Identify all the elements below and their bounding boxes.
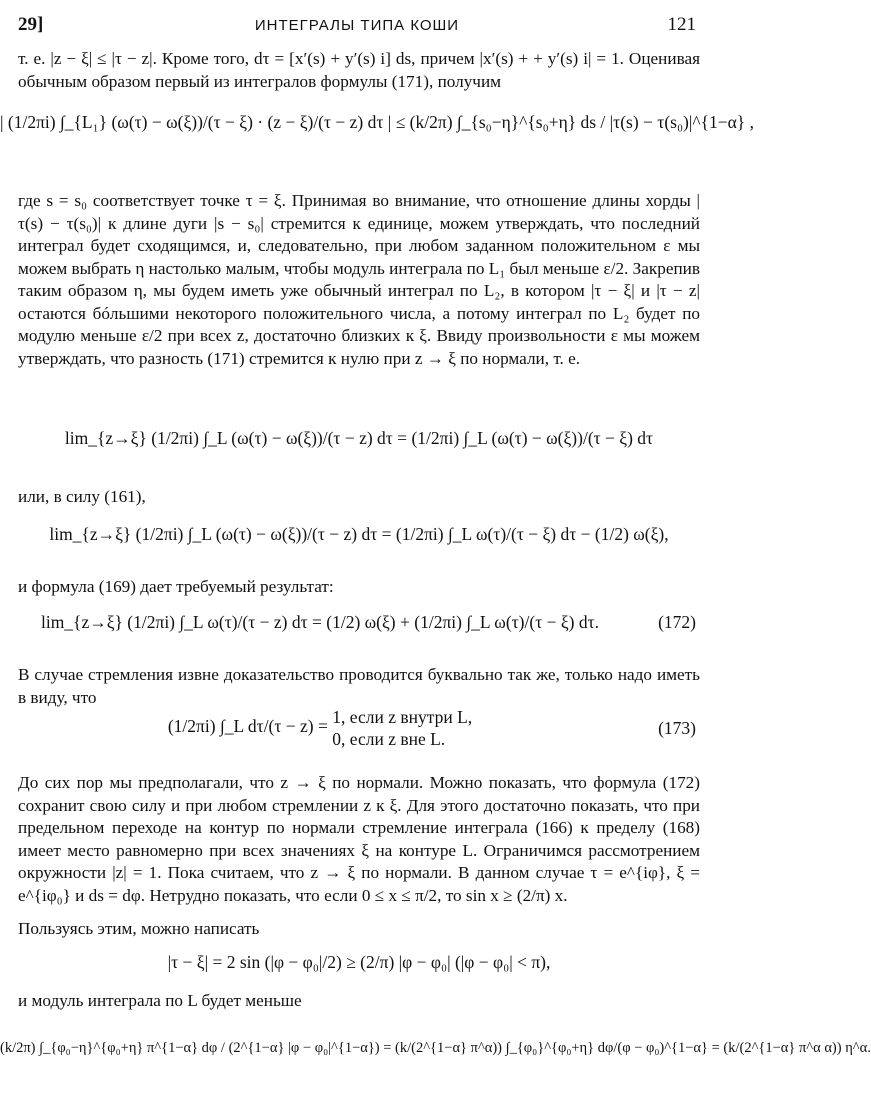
section-number: 29] xyxy=(18,14,44,35)
equation-number-173: (173) xyxy=(658,718,696,738)
paragraph-7: Пользуясь этим, можно написать xyxy=(18,919,260,938)
running-title: ИНТЕГРАЛЫ ТИПА КОШИ xyxy=(254,17,460,34)
equation-number-172: (172) xyxy=(658,612,696,632)
running-header xyxy=(18,14,696,40)
formula-173: (1/2πi) ∫_L dτ/(τ − z) = 1, если z внутри L, 0, если z вне L. xyxy=(167,707,473,749)
formula-6: |τ − ξ| = 2 sin (|φ − φ₀|/2) ≥ (2/π) |φ − φ₀| (|φ − φ₀| < π), xyxy=(167,952,551,972)
formula-7: (k/2π) ∫_{φ₀−η}^{φ₀+η} π^{1−α} dφ / (2^{1−α} |φ − φ₀|^{1−α}) = (k/(2^{1−α} π^α)) ∫_{φ₀}^{φ₀+η} dφ/(φ − φ₀)^{1−α} = (k/(2^{1−α} π^α α)) η^α. xyxy=(0,1040,871,1056)
page-number: 121 xyxy=(667,14,696,35)
paragraph-5: В случае стремления извне доказательство проводится буквально так же, только надо иметь в виду, что xyxy=(18,665,700,707)
paragraph-1: т. е. |z − ξ| ≤ |τ − z|. Кроме того, dτ = [x′(s) + y′(s) i] ds, причем |x′(s) + + y′(s) i| = 1. Оценивая обычным образом первый из интегралов формулы (171), получим xyxy=(18,49,700,91)
paragraph-8: и модуль интеграла по L будет меньше xyxy=(18,991,302,1010)
paragraph-2: где s = s₀ соответствует точке τ = ξ. Принимая во внимание, что отношение длины хорды |τ(s) − τ(s₀)| к длине дуги |s − s₀| стремится к единице, можем утверждать, что последний интеграл будет сходящимся, и, следовательно, при любом заданном положительном ε мы можем выбрать η настолько малым, чтобы модуль интеграла по L₁ был меньше ε/2. Закрепив таким образом η, мы будем иметь уже обычный интеграл по L₂, в котором |τ − ξ| и |τ − z| остаются бóльшими некоторого положительного числа, а потому интеграл по L₂ будет по модулю меньше ε/2 при всех z, достаточно близких к ξ. Ввиду произвольности ε мы можем утверждать, что разность (171) стремится к нулю при z → ξ по нормали, т. е. xyxy=(18,191,700,368)
cases: 1, если z внутри L, 0, если z вне L. xyxy=(332,707,473,749)
paragraph-6: До сих пор мы предполагали, что z → ξ по нормали. Можно показать, что формула (172) сохранит свою силу и при любом стремлении z к ξ. Для этого достаточно показать, что при предельном переходе на контур по нормали стремление интеграла (166) к пределу (168) имеет место равномерно при всех значениях ξ на контуре L. Ограничимся рассмотрением окружности |z| = 1. Пока считаем, что z → ξ по нормали. В данном случае τ = e^{iφ}, ξ = e^{iφ₀} и ds = dφ. Нетрудно показать, что если 0 ≤ x ≤ π/2, то sin x ≥ (2/π) x. xyxy=(18,773,700,905)
paragraph-4: и формула (169) дает требуемый результат: xyxy=(18,577,334,596)
formula-1: | (1/2πi) ∫_{L₁} (ω(τ) − ω(ξ))/(τ − ξ) · (z − ξ)/(τ − z) dτ | ≤ (k/2π) ∫_{s₀−η}^{s₀+η} ds / |τ(s) − τ(s₀)|^{1−α} , xyxy=(0,112,754,132)
formula-172: lim_{z→ξ} (1/2πi) ∫_L ω(τ)/(τ − z) dτ = (1/2) ω(ξ) + (1/2πi) ∫_L ω(τ)/(τ − ξ) dτ. xyxy=(40,612,600,632)
formula-2: lim_{z→ξ} (1/2πi) ∫_L (ω(τ) − ω(ξ))/(τ − z) dτ = (1/2πi) ∫_L (ω(τ) − ω(ξ))/(τ − ξ) dτ xyxy=(64,428,654,448)
paragraph-3: или, в силу (161), xyxy=(18,487,146,506)
formula-3: lim_{z→ξ} (1/2πi) ∫_L (ω(τ) − ω(ξ))/(τ − z) dτ = (1/2πi) ∫_L ω(τ)/(τ − ξ) dτ − (1/2) ω(ξ), xyxy=(49,524,669,544)
